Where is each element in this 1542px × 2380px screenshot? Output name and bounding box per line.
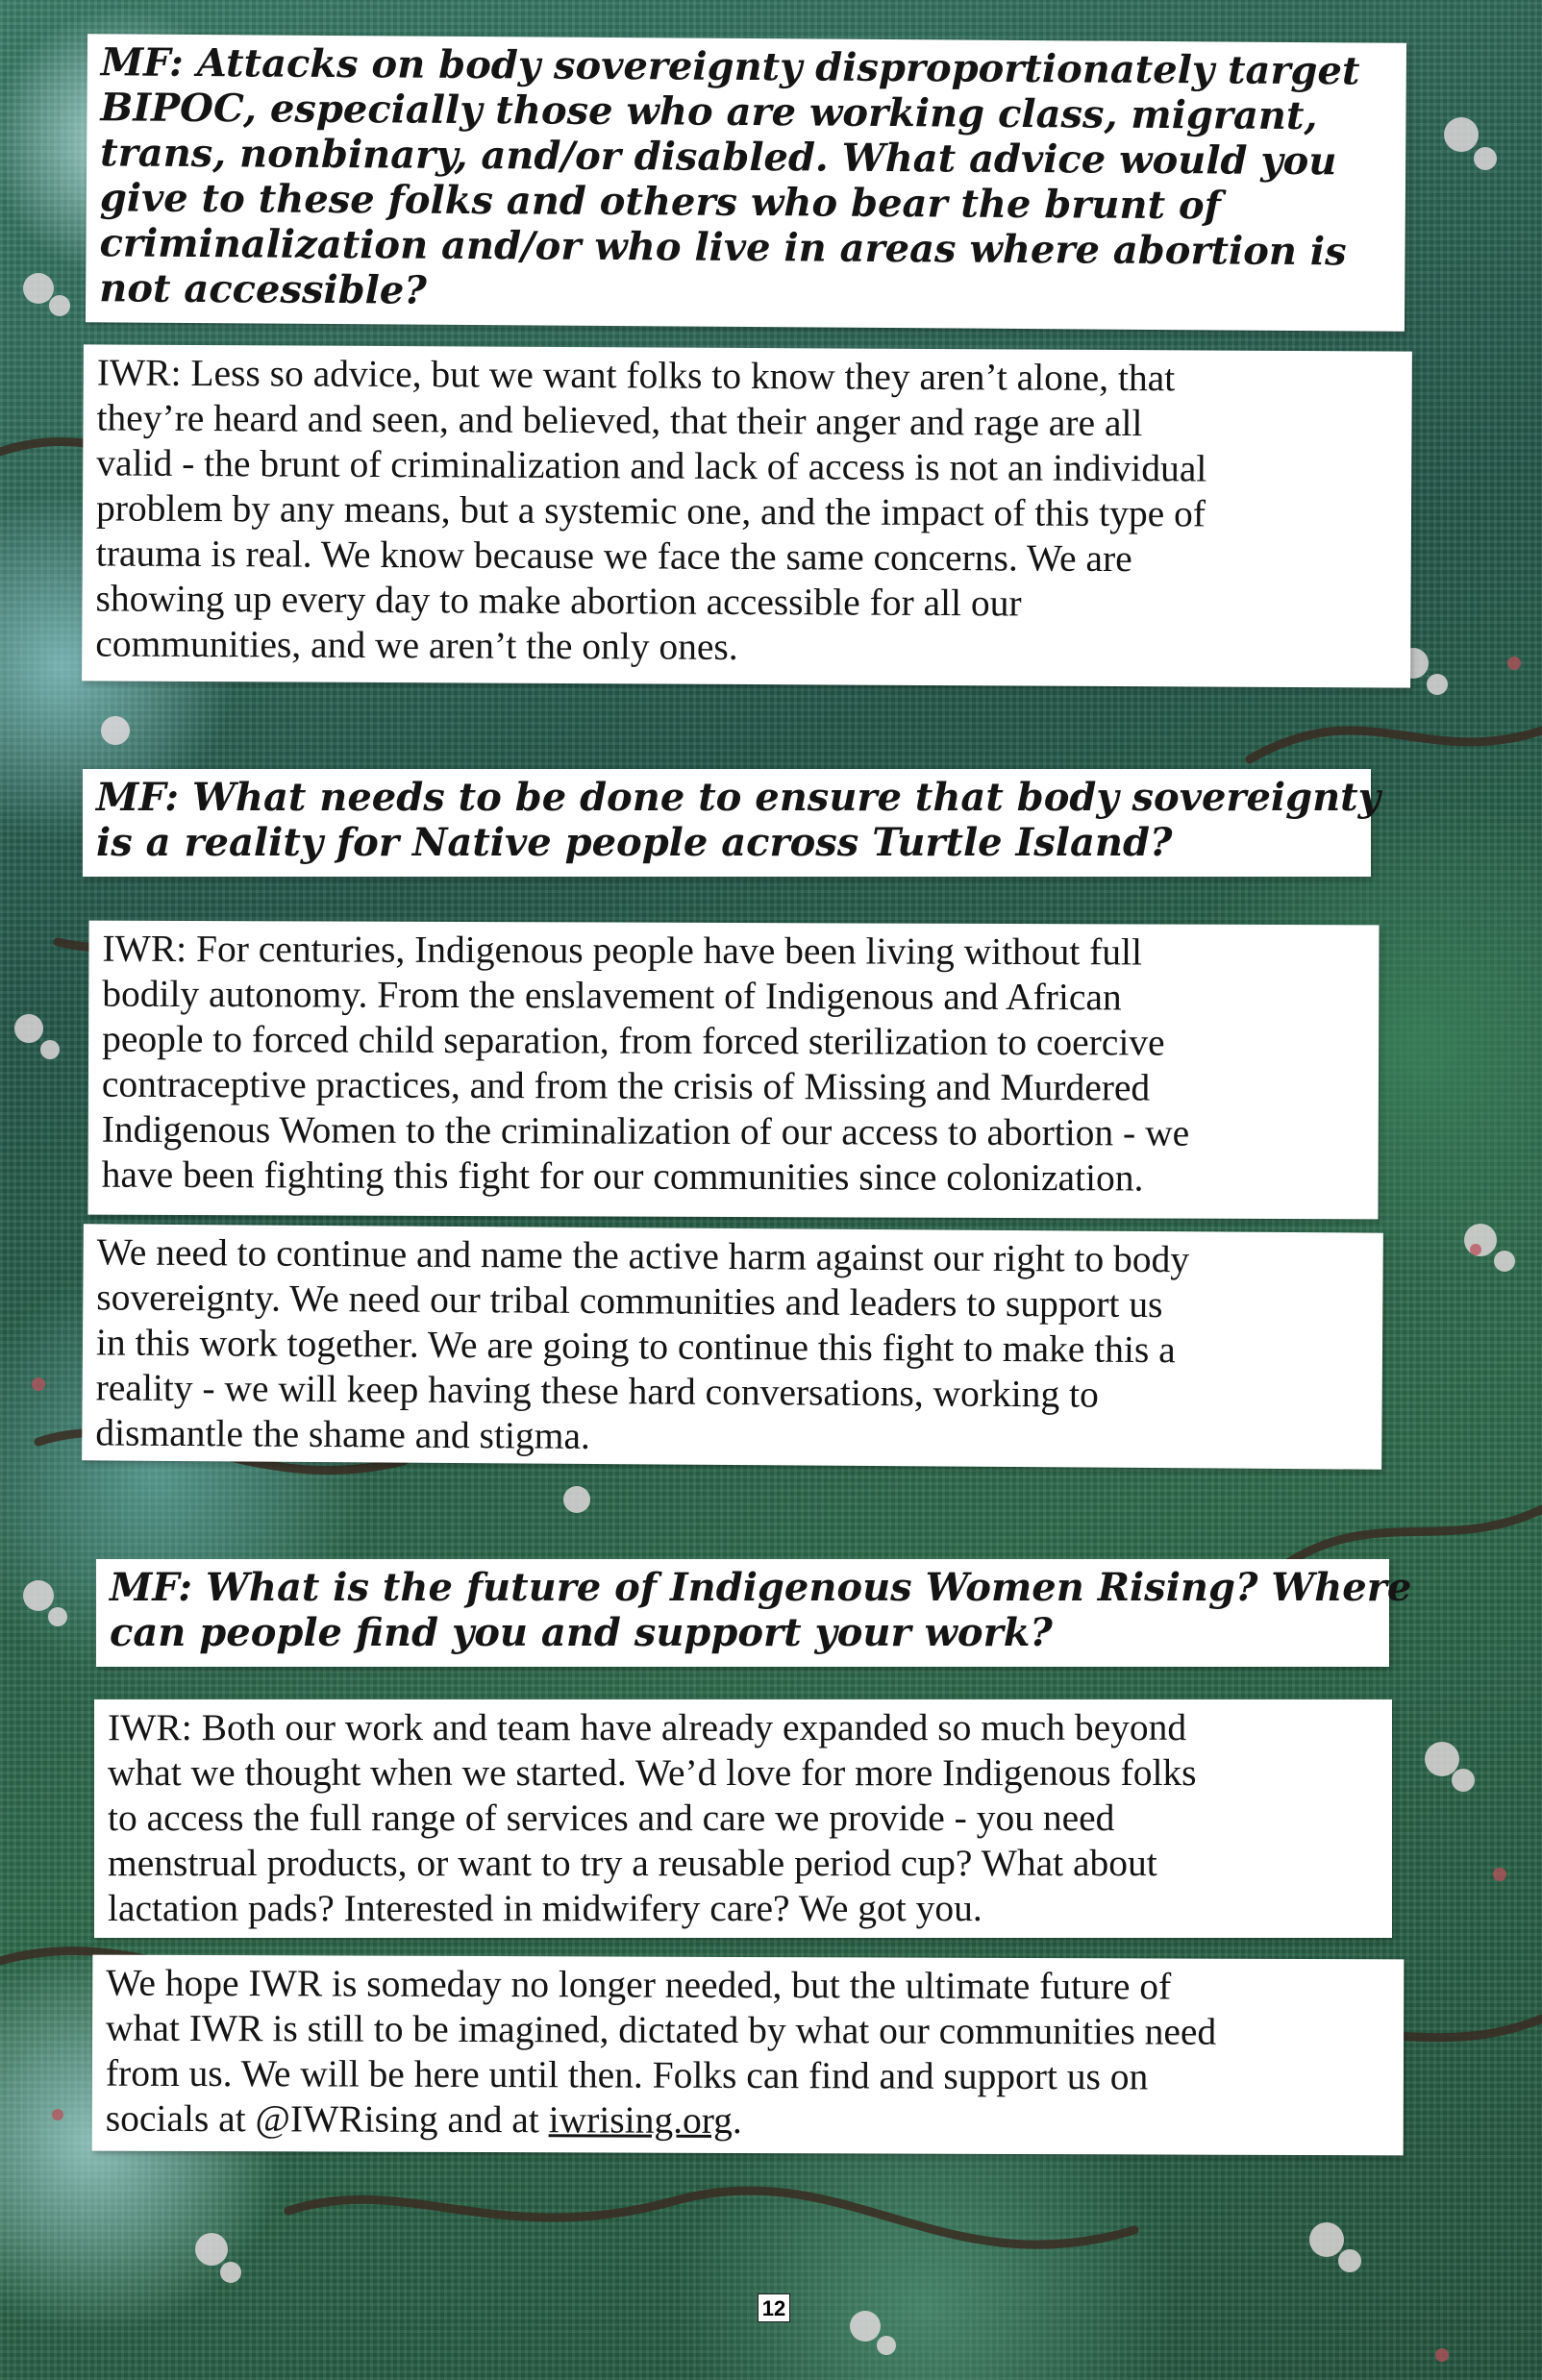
question-1-line: BIPOC, especially those who are working class, migrant, [100,85,1318,139]
answer-2-line: contraceptive practices, and from the crisis of Missing and Murdered [101,1062,1151,1109]
answer-1-line: showing up every day to make abortion accessible for all our [95,577,1022,625]
answer-3-line: in this work together. We are going to continue this fight to make this a [95,1321,1176,1372]
answer-4-line: to access the full range of services and care we provide - you need [108,1797,1115,1839]
answer-2-line: have been fighting this fight for our communities since colonization. [101,1153,1144,1200]
answer-clipping-1 [82,344,1412,687]
answer-5-last-line [106,2096,1390,2146]
answer-4-line: what we thought when we started. We’d love for more Indigenous folks [108,1751,1197,1794]
page-number: 12 [758,2293,790,2322]
answer-4-line: IWR: Both our work and team have already expanded so much beyond [108,1706,1187,1748]
answer-4-line: lactation pads? Interested in midwifery care? We got you. [108,1887,982,1929]
answer-3-line: sovereignty. We need our tribal communities and leaders to support us [96,1276,1163,1326]
answer-2-line: people to forced child separation, from forced sterilization to coercive [102,1017,1165,1064]
answer-5-line: We hope IWR is someday no longer needed, but the ultimate future of [106,1961,1172,2008]
answer-5-line: what IWR is still to be imagined, dictated by what our communities need [106,2006,1217,2053]
answer-3-line: We need to continue and name the active harm against our right to body [96,1230,1190,1281]
answer-5-last-suffix: . [732,2098,742,2142]
question-clipping-3 [96,1559,1412,1667]
question-3-line: can people find you and support your work? [110,1610,1053,1655]
question-2-line: MF: What needs to be done to ensure that body sovereignty [96,775,1380,820]
answer-1-line: valid - the brunt of criminalization and lack of access is not an individual [96,441,1207,490]
question-1-line: give to these folks and others who bear the brunt of [99,175,1222,229]
question-1-line: criminalization and/or who live in areas where abortion is [99,220,1347,275]
answer-2-line: Indigenous Women to the criminalization of our access to abortion - we [101,1107,1190,1154]
website-link[interactable]: iwrising.org [548,2098,734,2142]
answer-3-line: dismantle the shame and stigma. [95,1411,590,1457]
question-1-line: not accessible? [99,265,427,313]
answer-1-line: trauma is real. We know because we face the same concerns. We are [95,532,1132,581]
answer-clipping-3 [82,1224,1383,1469]
question-clipping-1 [86,34,1406,332]
answer-2-line: bodily autonomy. From the enslavement of Indigenous and African [102,972,1122,1019]
answer-clipping-2 [87,921,1379,1220]
question-3-line: MF: What is the future of Indigenous Women Rising? Where [110,1565,1412,1610]
question-2-line: is a reality for Native people across Turtle Island? [96,820,1173,865]
question-1-line: MF: Attacks on body sovereignty disproportionately target [100,39,1360,94]
answer-5-last-prefix: socials at @IWRising and at [105,2096,549,2142]
answer-clipping-4 [94,1699,1392,1938]
answer-4-line: menstrual products, or want to try a reusable period cup? What about [108,1842,1157,1884]
question-clipping-2 [83,769,1380,877]
answer-5-line: from us. We will be here until then. Folks can find and support us on [105,2051,1149,2098]
answer-1-line: they’re heard and seen, and believed, that their anger and rage are all [96,396,1143,445]
answer-1-line: communities, and we aren’t the only ones. [95,622,738,668]
answer-1-line: problem by any means, but a systemic one, and the impact of this type of [95,486,1206,535]
answer-2-line: IWR: For centuries, Indigenous people have been living without full [102,927,1143,974]
answer-3-line: reality - we will keep having these hard conversations, working to [95,1366,1099,1416]
question-1-line: trans, nonbinary, and/or disabled. What advice would you [100,130,1337,185]
answer-clipping-5 [92,1955,1405,2156]
answer-1-line: IWR: Less so advice, but we want folks to know they aren’t alone, that [96,351,1176,400]
